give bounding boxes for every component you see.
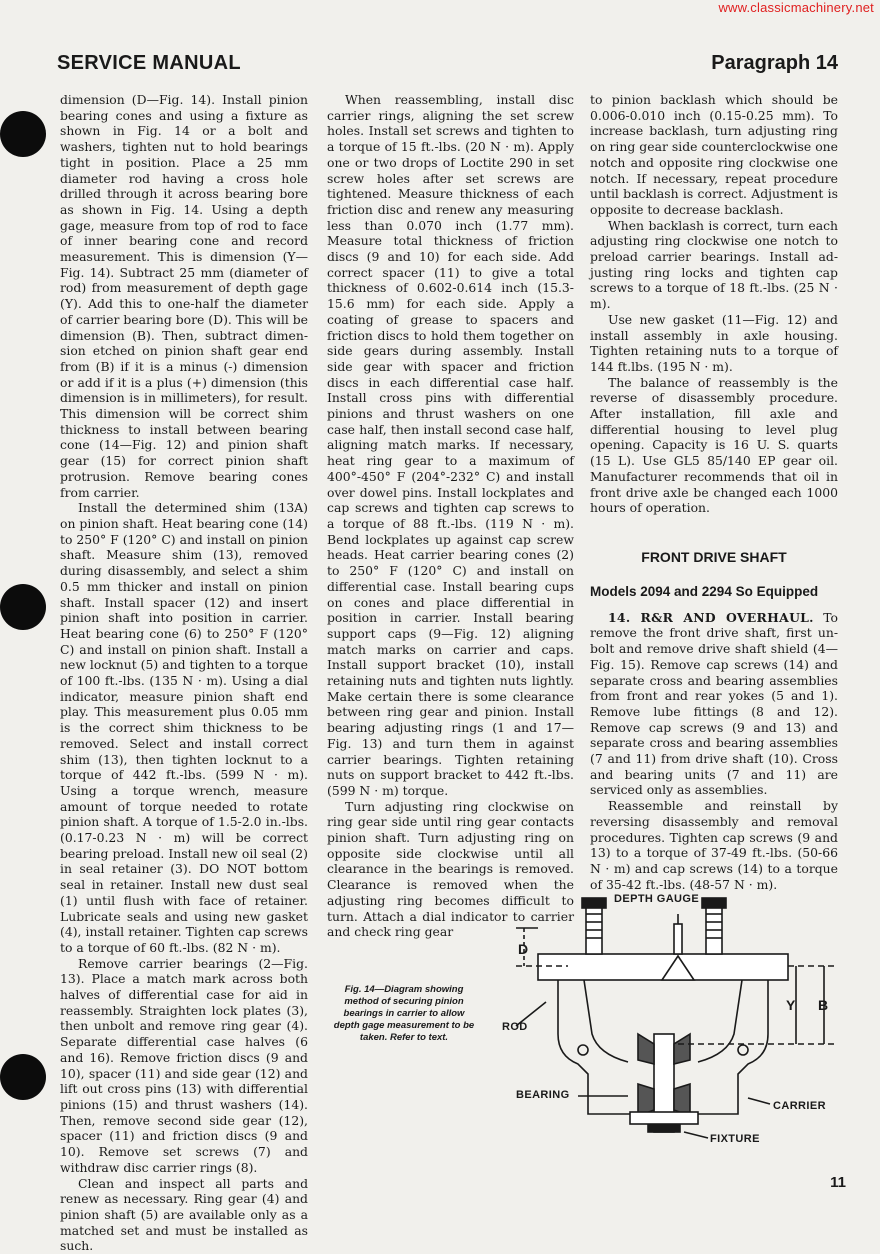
paragraph: When backlash is correct, turn each adjusting ring clockwise one notch to preload carrier bearings. Install adjusting ring locks and tighten cap screws to a torque of 18 ft.-lbs. (25 N · m). xyxy=(590,217,838,312)
paragraph xyxy=(590,610,838,798)
label-depth-gauge: DEPTH GAUGE xyxy=(614,893,700,905)
paragraph-body: To remove the front drive shaft, first unbolt and remove drive shaft shield (4—Fig. 15). Remove cap screws (14) and separate cross and bearing assemblies from front and rear yokes (5 and 1). Remove lube fittings (8 and 12). Remove cap screws (9 and 13) and separate cross and bearing assemblies (7 and 11) from drive shaft (10). Cross and bearing units (7 and 11) are serviced only as assemblies. xyxy=(590,609,838,798)
paragraph: Clean and inspect all parts and renew as necessary. Ring gear (4) and pinion shaft (5) are available only as a matched set and must be installed as such. xyxy=(60,1175,308,1254)
label-d: D xyxy=(518,941,529,957)
binder-hole xyxy=(0,1054,46,1100)
paragraph: to pinion backlash which should be 0.006-0.010 inch (0.15-0.25 mm). To increase backlash, turn adjusting ring on ring gear side counterclockwise one notch and opposite ring clockwise one notch. If necessary, repeat procedure until backlash is correct. Adjustment is opposite to decrease backlash. xyxy=(590,92,838,217)
carrier-left xyxy=(558,980,638,1114)
text-column-3 xyxy=(590,92,838,892)
subsection-title: Models 2094 and 2294 So Equipped xyxy=(590,583,819,599)
text-column-1 xyxy=(60,92,308,1254)
label-fixture: FIXTURE xyxy=(710,1133,760,1145)
paragraph-heading: 14. R&R AND OVERHAUL. xyxy=(608,609,814,625)
plate-shape xyxy=(538,954,788,980)
label-b: B xyxy=(818,997,829,1013)
paragraph: Turn adjusting ring clockwise on ring gear side until ring gear contacts pinion shaft. Turn adjusting ring on opposite side clockwise until all clearance in the bearings is removed. Clearance is removed when the adjusting ring becomes difficult to turn. Attach a dial indicator to carrier and check ring gear xyxy=(327,798,574,940)
page-number: 11 xyxy=(830,1174,846,1191)
paragraph: When reassembling, install disc carrier rings, aligning the set screw holes. Install set screws and tighten to a torque of 15 ft.-lbs. (20 N · m). Apply one or two drops of Loctite 290 in set screw holes after set screws are tightened. Measure thickness of each friction disc and renew any measuring less than 0.070 inch (1.77 mm). Measure total thickness of friction discs (9 and 10) for each side. Add correct spacer (11) to give a total thickness of 0.602-0.614 inch (15.3-15.6 mm) for each side. Apply a coating of grease to spacers and friction discs to hold them together on side gears during assembly. Install side gear with spacer and friction discs in each differential case half. Install cross pins with differential pinions and thrust washers on one case half, then install second case half, aligning match marks. If necessary, heat ring gear to a maximum of 400°-450° F (204°-232° C) and install over dowel pins. Install lockplates and cap screws and tighten cap screws to a torque of 88 ft.-lbs. (119 N · m). Bend lockplates up against cap screw heads. Heat carrier bearing cones (2) to 250° F (120° C) and install on differential case. Install bearing cups on cones and place differential in position in carrier. Install bearing support caps (9—Fig. 12) aligning match marks on carrier and caps. Install support bracket (10), install retaining nuts and tighten nuts lightly. Make certain there is some clearance between ring gear and pinion. Install bearing adjusting rings (1 and 17—Fig. 13) and turn them in against carrier bearings. Tighten retaining nuts on support bracket to 442 ft.-lbs. (599 N · m) torque. xyxy=(327,92,574,798)
depth-gauge-diagram xyxy=(488,884,848,1154)
paragraph: Install the determined shim (13A) on pinion shaft. Heat bearing cone (14) to 250° F (120° C) and install on pinion shaft. Measure shim (13), removed during disassembly, and select a shim 0.5 mm thicker and install on pinion shaft. Install spacer (12) and insert pinion shaft into position in carrier. Heat bearing cone (6) to 250° F (120° C) and install on pinion shaft. Install a new locknut (5) and tighten to a torque of 100 ft.-lbs. (135 N · m). Using a dial indicator, measure pinion shaft end play. This measurement plus 0.05 mm is the correct shim thickness to be removed. Select and install correct shim (13), then tighten locknut to a torque of 442 ft.-lbs. (599 N · m). Using a torque wrench, measure amount of torque needed to rotate pinion shaft. A torque of 1.5-2.0 in.-lbs. (0.17-0.23 N · m) will be correct bearing preload. Install new oil seal (2) in seal retainer (3). DO NOT bottom seal in retainer. Install new dust seal (1) until flush with face of retainer. Lubricate seals and using new gasket (4), install retainer. Tighten cap screws to a torque of 60 ft.-lbs. (82 N · m). xyxy=(60,500,308,955)
binder-hole xyxy=(0,584,46,630)
figure-caption: Fig. 14—Diagram showing method of securing pinion bearings in carrier to allow depth gage measurement to be taken. Refer to text. xyxy=(333,984,475,1043)
paragraph: Reassemble and reinstall by reversing disassembly and removal procedures. Tighten cap screws (9 and 13) to a torque of 37-49 ft.-lbs. (50-66 N · m) and cap screws (14) to a torque of 35-42 ft.-lbs. (48-57 N · m). xyxy=(590,798,838,892)
label-bearing: BEARING xyxy=(516,1089,570,1101)
text-column-2 xyxy=(327,92,574,940)
header-manual-title: SERVICE MANUAL xyxy=(57,52,241,74)
label-y: Y xyxy=(786,997,796,1013)
watermark-text: www.classicmachinery.net xyxy=(718,0,874,15)
header-paragraph-number: Paragraph 14 xyxy=(711,52,838,74)
paragraph: Use new gasket (11—Fig. 12) and install assembly in axle housing. Tighten retaining nuts to a torque of 144 ft.lbs. (195 N · m). xyxy=(590,311,838,374)
label-carrier: CARRIER xyxy=(773,1100,826,1112)
section-title: FRONT DRIVE SHAFT xyxy=(641,548,787,565)
fixture-shape xyxy=(630,1112,698,1124)
label-rod: ROD xyxy=(502,1021,528,1033)
paragraph: dimension (D—Fig. 14). Install pinion bearing cones and using a fixture as shown in Fig. 14 or a bolt and washers, tighten nut to hold bearings tight in position. Place a 25 mm diameter rod having a cross hole drilled through it across bearing bore as shown in Fig. 14. Using a depth gage, measure from top of rod to face of inner bearing cone and record measurement. This is dimension (Y—Fig. 14). Subtract 25 mm (diameter of rod) from measurement of depth gage (Y). Add this to one-half the diameter of carrier bearing bore (D). This will be dimension (B). Then, subtract dimension etched on pinion shaft gear end from (B) if it is a minus (-) dimension or add if it is a plus (+) dimension (this dimension is in millimeters), for result. This dimension will be correct shim thickness to install between bearing cone (14—Fig. 12) and pinion shaft gear (15) for correct pinion shaft protrusion. Remove bearing cones from carrier. xyxy=(60,92,308,500)
carrier-right xyxy=(688,980,768,1114)
binder-hole xyxy=(0,111,46,157)
paragraph: Remove carrier bearings (2—Fig. 13). Place a match mark across both halves of differential case for aid in reassembly. Straighten lock plates (3), then unbolt and remove ring gear (4). Separate differential case halves (6 and 16). Remove friction discs (9 and 10), spacer (11) and side gear (12) and lift out cross pins (13) with differential pinions (15) and thrust washers (14). Then, remove second side gear (12), spacer (11) and friction discs (9 and 10). Remove set screws (7) and withdraw disc carrier rings (8). xyxy=(60,955,308,1175)
paragraph: The balance of reassembly is the reverse of disassembly procedure. After installation, fill axle and differential housing to level plug opening. Capacity is 16 U. S. quarts (15 L). Use GL5 85/140 EP gear oil. Manufacturer recommends that oil in front drive axle be changed each 1000 hours of operation. xyxy=(590,374,838,516)
